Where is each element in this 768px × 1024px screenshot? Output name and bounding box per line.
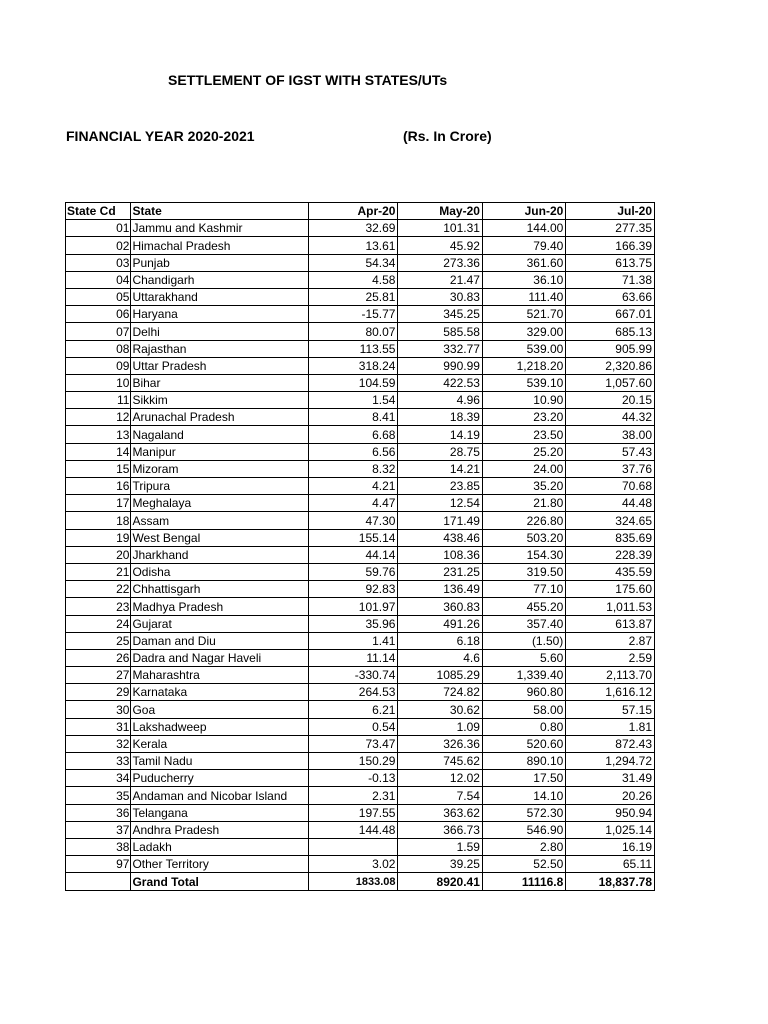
apr-20-cell: 6.68: [308, 426, 398, 443]
jun-20-cell: 52.50: [482, 856, 565, 873]
table-row: [66, 254, 655, 271]
table-body: [66, 220, 655, 873]
table-row: [66, 718, 655, 735]
state-code-cell: 36: [66, 804, 131, 821]
state-code-cell: 22: [66, 581, 131, 598]
jun-20-cell: 36.10: [482, 271, 565, 288]
table-row: [66, 443, 655, 460]
jun-20-cell: 24.00: [482, 460, 565, 477]
jun-20-cell: 539.00: [482, 340, 565, 357]
state-name-cell: Dadra and Nagar Haveli: [131, 649, 308, 666]
may-20-cell: 171.49: [398, 512, 482, 529]
may-20-cell: 438.46: [398, 529, 482, 546]
jul-20-cell: 38.00: [566, 426, 655, 443]
grand-total-code: [66, 873, 131, 890]
jun-20-cell: 5.60: [482, 649, 565, 666]
table-row: [66, 288, 655, 305]
table-row: [66, 392, 655, 409]
jun-20-cell: 890.10: [482, 753, 565, 770]
jul-20-cell: 905.99: [566, 340, 655, 357]
may-20-cell: 1.09: [398, 718, 482, 735]
state-name-cell: Tripura: [131, 478, 308, 495]
column-header-jul-20: Jul-20: [566, 203, 655, 220]
jul-20-cell: 1,057.60: [566, 374, 655, 391]
jun-20-cell: 960.80: [482, 684, 565, 701]
may-20-cell: 990.99: [398, 357, 482, 374]
may-20-cell: 39.25: [398, 856, 482, 873]
table-row: [66, 649, 655, 666]
table-row: [66, 598, 655, 615]
column-header-jun-20: Jun-20: [482, 203, 565, 220]
jun-20-cell: 23.20: [482, 409, 565, 426]
apr-20-cell: 32.69: [308, 220, 398, 237]
state-code-cell: 15: [66, 460, 131, 477]
state-name-cell: Lakshadweep: [131, 718, 308, 735]
jun-20-cell: 1,339.40: [482, 667, 565, 684]
jul-20-cell: 2,113.70: [566, 667, 655, 684]
apr-20-cell: 4.58: [308, 271, 398, 288]
state-code-cell: 29: [66, 684, 131, 701]
grand-total-may-20: 8920.41: [398, 873, 482, 890]
table-row: [66, 220, 655, 237]
table-row: [66, 581, 655, 598]
jun-20-cell: 319.50: [482, 563, 565, 580]
may-20-cell: 745.62: [398, 753, 482, 770]
apr-20-cell: 73.47: [308, 735, 398, 752]
state-code-cell: 97: [66, 856, 131, 873]
state-name-cell: Assam: [131, 512, 308, 529]
apr-20-cell: -330.74: [308, 667, 398, 684]
jun-20-cell: 154.30: [482, 546, 565, 563]
state-code-cell: 06: [66, 306, 131, 323]
apr-20-cell: 13.61: [308, 237, 398, 254]
jun-20-cell: 79.40: [482, 237, 565, 254]
table-row: [66, 701, 655, 718]
may-20-cell: 6.18: [398, 632, 482, 649]
jul-20-cell: 71.38: [566, 271, 655, 288]
jun-20-cell: 329.00: [482, 323, 565, 340]
jun-20-cell: 0.80: [482, 718, 565, 735]
financial-year-label: FINANCIAL YEAR 2020-2021: [66, 128, 255, 144]
state-code-cell: 21: [66, 563, 131, 580]
state-code-cell: 24: [66, 615, 131, 632]
state-name-cell: Chhattisgarh: [131, 581, 308, 598]
table-row: [66, 667, 655, 684]
apr-20-cell: 54.34: [308, 254, 398, 271]
table-row: [66, 426, 655, 443]
jul-20-cell: 175.60: [566, 581, 655, 598]
state-code-cell: 12: [66, 409, 131, 426]
state-code-cell: 05: [66, 288, 131, 305]
jun-20-cell: 58.00: [482, 701, 565, 718]
jul-20-cell: 228.39: [566, 546, 655, 563]
jul-20-cell: 667.01: [566, 306, 655, 323]
may-20-cell: 332.77: [398, 340, 482, 357]
table-row: [66, 460, 655, 477]
state-name-cell: Sikkim: [131, 392, 308, 409]
may-20-cell: 28.75: [398, 443, 482, 460]
jul-20-cell: 277.35: [566, 220, 655, 237]
jun-20-cell: 25.20: [482, 443, 565, 460]
state-name-cell: Gujarat: [131, 615, 308, 632]
jun-20-cell: 455.20: [482, 598, 565, 615]
table-header-row: [66, 203, 655, 220]
state-code-cell: 31: [66, 718, 131, 735]
state-code-cell: 32: [66, 735, 131, 752]
may-20-cell: 360.83: [398, 598, 482, 615]
state-code-cell: 16: [66, 478, 131, 495]
table-row: [66, 838, 655, 855]
state-code-cell: 37: [66, 821, 131, 838]
grand-total-label: Grand Total: [131, 873, 308, 890]
state-code-cell: 18: [66, 512, 131, 529]
state-name-cell: Madhya Pradesh: [131, 598, 308, 615]
may-20-cell: 585.58: [398, 323, 482, 340]
table-row: [66, 478, 655, 495]
state-name-cell: Uttar Pradesh: [131, 357, 308, 374]
apr-20-cell: 2.31: [308, 787, 398, 804]
table-row: [66, 787, 655, 804]
apr-20-cell: 1.54: [308, 392, 398, 409]
state-code-cell: 17: [66, 495, 131, 512]
apr-20-cell: 0.54: [308, 718, 398, 735]
state-name-cell: Maharashtra: [131, 667, 308, 684]
may-20-cell: 4.96: [398, 392, 482, 409]
table-row: [66, 546, 655, 563]
column-header-state: State: [131, 203, 308, 220]
state-code-cell: 34: [66, 770, 131, 787]
state-name-cell: Chandigarh: [131, 271, 308, 288]
apr-20-cell: 1.41: [308, 632, 398, 649]
state-name-cell: Himachal Pradesh: [131, 237, 308, 254]
apr-20-cell: 3.02: [308, 856, 398, 873]
table-row: [66, 271, 655, 288]
jun-20-cell: 23.50: [482, 426, 565, 443]
jun-20-cell: 361.60: [482, 254, 565, 271]
state-name-cell: Delhi: [131, 323, 308, 340]
state-name-cell: Mizoram: [131, 460, 308, 477]
apr-20-cell: 8.41: [308, 409, 398, 426]
table-row: [66, 495, 655, 512]
apr-20-cell: 8.32: [308, 460, 398, 477]
table-row: [66, 770, 655, 787]
grand-total-jul-20: 18,837.78: [566, 873, 655, 890]
state-name-cell: Manipur: [131, 443, 308, 460]
state-name-cell: Uttarakhand: [131, 288, 308, 305]
table-row: [66, 529, 655, 546]
may-20-cell: 7.54: [398, 787, 482, 804]
jul-20-cell: 166.39: [566, 237, 655, 254]
table-row: [66, 735, 655, 752]
apr-20-cell: -15.77: [308, 306, 398, 323]
jul-20-cell: 613.87: [566, 615, 655, 632]
state-code-cell: 20: [66, 546, 131, 563]
may-20-cell: 422.53: [398, 374, 482, 391]
apr-20-cell: 4.47: [308, 495, 398, 512]
state-code-cell: 03: [66, 254, 131, 271]
jul-20-cell: 685.13: [566, 323, 655, 340]
state-code-cell: 35: [66, 787, 131, 804]
state-code-cell: 10: [66, 374, 131, 391]
may-20-cell: 23.85: [398, 478, 482, 495]
column-header-may-20: May-20: [398, 203, 482, 220]
jul-20-cell: 16.19: [566, 838, 655, 855]
jun-20-cell: 572.30: [482, 804, 565, 821]
state-code-cell: 23: [66, 598, 131, 615]
apr-20-cell: 59.76: [308, 563, 398, 580]
grand-total-jun-20: 11116.8: [482, 873, 565, 890]
apr-20-cell: 35.96: [308, 615, 398, 632]
state-name-cell: Punjab: [131, 254, 308, 271]
jul-20-cell: 1.81: [566, 718, 655, 735]
state-name-cell: Meghalaya: [131, 495, 308, 512]
may-20-cell: 273.36: [398, 254, 482, 271]
may-20-cell: 14.21: [398, 460, 482, 477]
apr-20-cell: 6.21: [308, 701, 398, 718]
state-name-cell: Puducherry: [131, 770, 308, 787]
apr-20-cell: 150.29: [308, 753, 398, 770]
state-name-cell: Arunachal Pradesh: [131, 409, 308, 426]
jul-20-cell: 2,320.86: [566, 357, 655, 374]
table-row: [66, 856, 655, 873]
apr-20-cell: 4.21: [308, 478, 398, 495]
may-20-cell: 326.36: [398, 735, 482, 752]
jul-20-cell: 44.32: [566, 409, 655, 426]
may-20-cell: 14.19: [398, 426, 482, 443]
jun-20-cell: 521.70: [482, 306, 565, 323]
apr-20-cell: 197.55: [308, 804, 398, 821]
jun-20-cell: 357.40: [482, 615, 565, 632]
apr-20-cell: 80.07: [308, 323, 398, 340]
table-row: [66, 323, 655, 340]
may-20-cell: 724.82: [398, 684, 482, 701]
may-20-cell: 366.73: [398, 821, 482, 838]
jun-20-cell: 2.80: [482, 838, 565, 855]
table-row: [66, 374, 655, 391]
state-name-cell: Andhra Pradesh: [131, 821, 308, 838]
jul-20-cell: 37.76: [566, 460, 655, 477]
state-code-cell: 13: [66, 426, 131, 443]
may-20-cell: 30.62: [398, 701, 482, 718]
state-code-cell: 19: [66, 529, 131, 546]
jun-20-cell: 546.90: [482, 821, 565, 838]
jul-20-cell: 1,011.53: [566, 598, 655, 615]
state-name-cell: Odisha: [131, 563, 308, 580]
state-code-cell: 01: [66, 220, 131, 237]
jun-20-cell: (1.50): [482, 632, 565, 649]
apr-20-cell: 318.24: [308, 357, 398, 374]
table-row: [66, 821, 655, 838]
jun-20-cell: 21.80: [482, 495, 565, 512]
may-20-cell: 101.31: [398, 220, 482, 237]
jun-20-cell: 144.00: [482, 220, 565, 237]
state-code-cell: 14: [66, 443, 131, 460]
igst-settlement-table: [65, 202, 655, 891]
grand-total-row: [66, 873, 655, 890]
apr-20-cell: 104.59: [308, 374, 398, 391]
state-name-cell: Daman and Diu: [131, 632, 308, 649]
state-code-cell: 30: [66, 701, 131, 718]
state-code-cell: 09: [66, 357, 131, 374]
jul-20-cell: 613.75: [566, 254, 655, 271]
jun-20-cell: 503.20: [482, 529, 565, 546]
apr-20-cell: [308, 838, 398, 855]
jul-20-cell: 2.59: [566, 649, 655, 666]
jul-20-cell: 835.69: [566, 529, 655, 546]
state-name-cell: Rajasthan: [131, 340, 308, 357]
jun-20-cell: 77.10: [482, 581, 565, 598]
state-name-cell: Jharkhand: [131, 546, 308, 563]
state-name-cell: Jammu and Kashmir: [131, 220, 308, 237]
jul-20-cell: 1,025.14: [566, 821, 655, 838]
jul-20-cell: 20.15: [566, 392, 655, 409]
jul-20-cell: 872.43: [566, 735, 655, 752]
may-20-cell: 108.36: [398, 546, 482, 563]
state-code-cell: 25: [66, 632, 131, 649]
table-row: [66, 804, 655, 821]
table-row: [66, 357, 655, 374]
jul-20-cell: 57.15: [566, 701, 655, 718]
state-name-cell: Nagaland: [131, 426, 308, 443]
state-code-cell: 02: [66, 237, 131, 254]
apr-20-cell: 44.14: [308, 546, 398, 563]
state-code-cell: 33: [66, 753, 131, 770]
state-name-cell: West Bengal: [131, 529, 308, 546]
state-code-cell: 26: [66, 649, 131, 666]
apr-20-cell: 264.53: [308, 684, 398, 701]
may-20-cell: 21.47: [398, 271, 482, 288]
apr-20-cell: 11.14: [308, 649, 398, 666]
table-row: [66, 237, 655, 254]
jun-20-cell: 1,218.20: [482, 357, 565, 374]
state-code-cell: 07: [66, 323, 131, 340]
apr-20-cell: 155.14: [308, 529, 398, 546]
state-name-cell: Karnataka: [131, 684, 308, 701]
may-20-cell: 30.83: [398, 288, 482, 305]
state-code-cell: 27: [66, 667, 131, 684]
state-name-cell: Kerala: [131, 735, 308, 752]
jun-20-cell: 35.20: [482, 478, 565, 495]
jul-20-cell: 44.48: [566, 495, 655, 512]
may-20-cell: 1085.29: [398, 667, 482, 684]
jun-20-cell: 539.10: [482, 374, 565, 391]
jun-20-cell: 226.80: [482, 512, 565, 529]
may-20-cell: 1.59: [398, 838, 482, 855]
table-row: [66, 512, 655, 529]
table-row: [66, 615, 655, 632]
may-20-cell: 231.25: [398, 563, 482, 580]
jul-20-cell: 63.66: [566, 288, 655, 305]
may-20-cell: 136.49: [398, 581, 482, 598]
jul-20-cell: 20.26: [566, 787, 655, 804]
table-row: [66, 684, 655, 701]
may-20-cell: 12.54: [398, 495, 482, 512]
state-name-cell: Goa: [131, 701, 308, 718]
jul-20-cell: 31.49: [566, 770, 655, 787]
jun-20-cell: 17.50: [482, 770, 565, 787]
jul-20-cell: 57.43: [566, 443, 655, 460]
may-20-cell: 491.26: [398, 615, 482, 632]
jul-20-cell: 1,294.72: [566, 753, 655, 770]
jun-20-cell: 520.60: [482, 735, 565, 752]
unit-label: (Rs. In Crore): [403, 128, 492, 144]
table-row: [66, 563, 655, 580]
jul-20-cell: 950.94: [566, 804, 655, 821]
state-code-cell: 04: [66, 271, 131, 288]
state-name-cell: Andaman and Nicobar Island: [131, 787, 308, 804]
document-title: SETTLEMENT OF IGST WITH STATES/UTs: [168, 72, 448, 88]
table-row: [66, 340, 655, 357]
may-20-cell: 363.62: [398, 804, 482, 821]
apr-20-cell: 101.97: [308, 598, 398, 615]
jul-20-cell: 435.59: [566, 563, 655, 580]
jun-20-cell: 111.40: [482, 288, 565, 305]
state-name-cell: Bihar: [131, 374, 308, 391]
table-row: [66, 632, 655, 649]
jul-20-cell: 70.68: [566, 478, 655, 495]
jul-20-cell: 2.87: [566, 632, 655, 649]
column-header-state-code: State Cd: [66, 203, 131, 220]
apr-20-cell: 25.81: [308, 288, 398, 305]
apr-20-cell: -0.13: [308, 770, 398, 787]
jul-20-cell: 65.11: [566, 856, 655, 873]
state-code-cell: 08: [66, 340, 131, 357]
may-20-cell: 4.6: [398, 649, 482, 666]
may-20-cell: 45.92: [398, 237, 482, 254]
state-name-cell: Other Territory: [131, 856, 308, 873]
column-header-apr-20: Apr-20: [308, 203, 398, 220]
state-name-cell: Haryana: [131, 306, 308, 323]
table-row: [66, 409, 655, 426]
table-row: [66, 753, 655, 770]
table-row: [66, 306, 655, 323]
state-name-cell: Tamil Nadu: [131, 753, 308, 770]
grand-total-apr-20: 1833.08: [308, 873, 398, 890]
apr-20-cell: 47.30: [308, 512, 398, 529]
state-name-cell: Telangana: [131, 804, 308, 821]
may-20-cell: 345.25: [398, 306, 482, 323]
apr-20-cell: 144.48: [308, 821, 398, 838]
may-20-cell: 12.02: [398, 770, 482, 787]
state-code-cell: 38: [66, 838, 131, 855]
may-20-cell: 18.39: [398, 409, 482, 426]
apr-20-cell: 113.55: [308, 340, 398, 357]
jul-20-cell: 324.65: [566, 512, 655, 529]
jun-20-cell: 10.90: [482, 392, 565, 409]
apr-20-cell: 92.83: [308, 581, 398, 598]
jul-20-cell: 1,616.12: [566, 684, 655, 701]
state-code-cell: 11: [66, 392, 131, 409]
jun-20-cell: 14.10: [482, 787, 565, 804]
state-name-cell: Ladakh: [131, 838, 308, 855]
apr-20-cell: 6.56: [308, 443, 398, 460]
